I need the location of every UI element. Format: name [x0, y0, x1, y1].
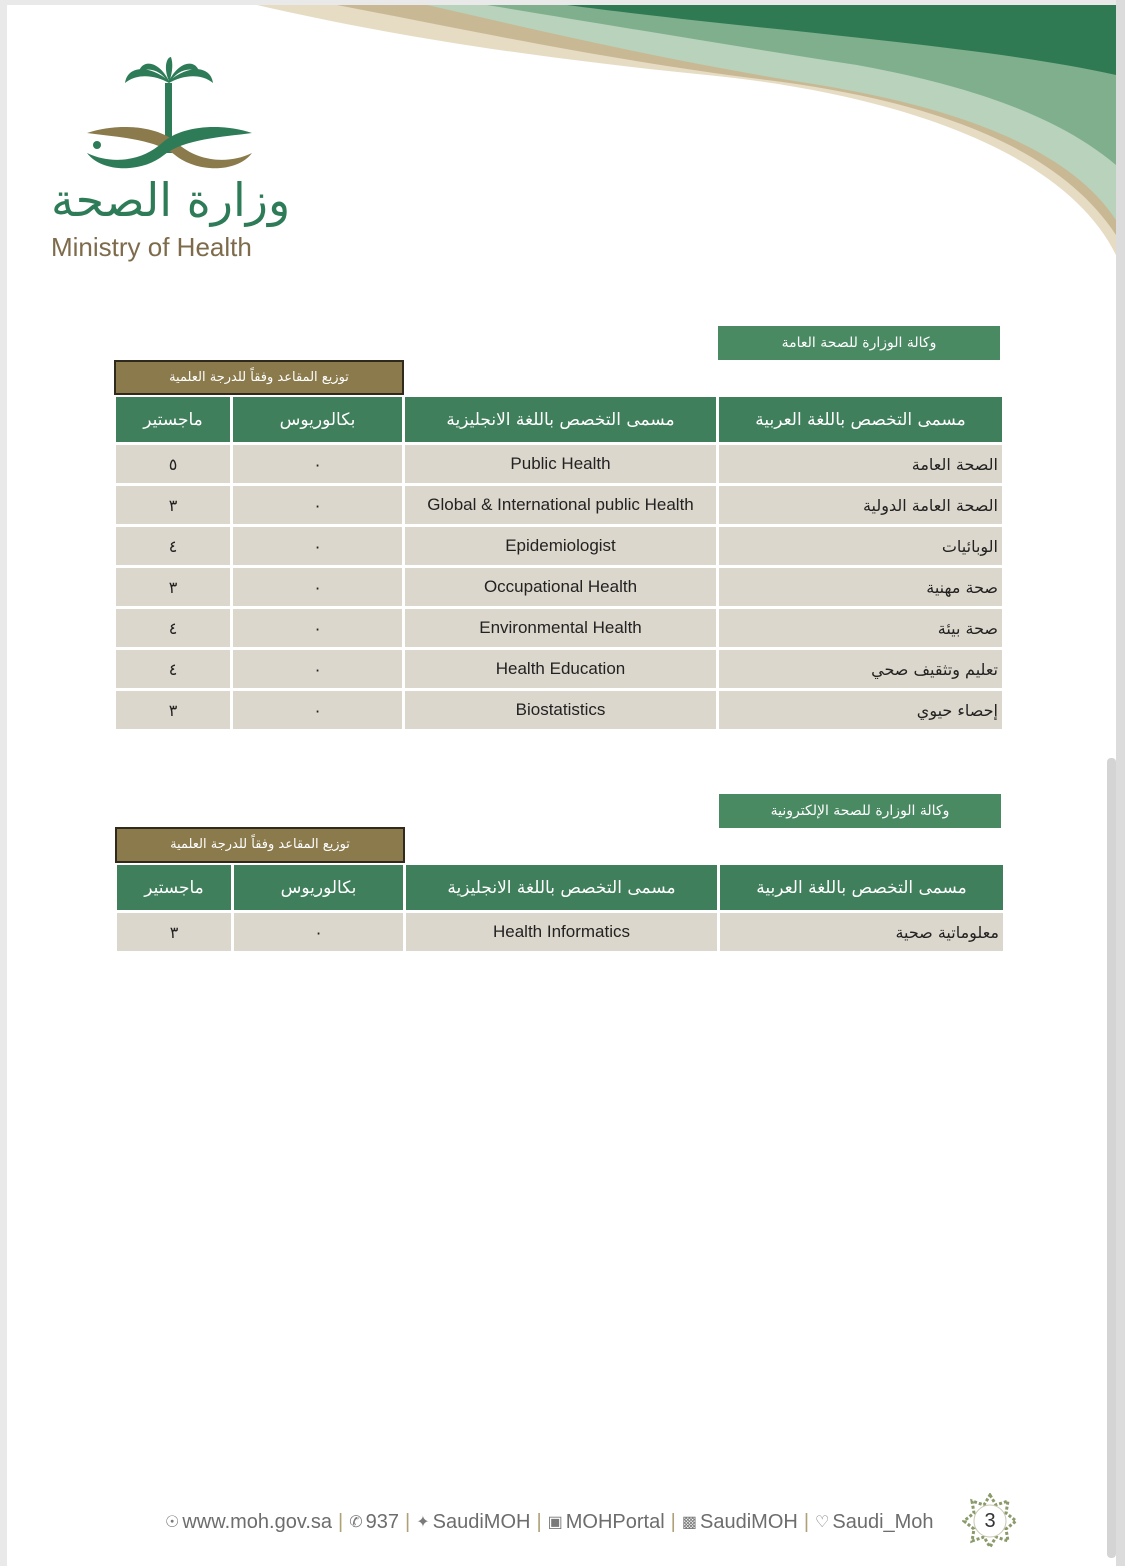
header-bachelor: بكالوريوس: [233, 397, 402, 442]
section2-distribution-label: توزيع المقاعد وفقاً للدرجة العلمية: [115, 827, 405, 863]
cell-master: ٣: [116, 568, 230, 606]
cell-english-name: Occupational Health: [405, 568, 716, 606]
table-row: [116, 527, 1002, 565]
section1-distribution-label: توزيع المقاعد وفقاً للدرجة العلمية: [114, 360, 404, 395]
section1-label: وكالة الوزارة للصحة العامة: [718, 326, 1000, 360]
cell-arabic-name: الصحة العامة: [719, 445, 1002, 483]
header-master: ماجستير: [116, 397, 230, 442]
section2-label: وكالة الوزارة للصحة الإلكترونية: [719, 794, 1001, 828]
footer-website[interactable]: www.moh.gov.sa: [182, 1510, 333, 1533]
logo-arabic-text: وزارة الصحة: [51, 173, 291, 227]
cell-bachelor: ٠: [233, 486, 402, 524]
footer-separator: |: [670, 1510, 676, 1533]
header-english-name: مسمى التخصص باللغة الانجليزية: [406, 865, 717, 910]
cell-bachelor: ٠: [233, 609, 402, 647]
twitter-icon: ✦: [416, 1514, 430, 1531]
table-row: [116, 650, 1002, 688]
document-page: [7, 5, 1116, 1566]
header-arabic-name: مسمى التخصص باللغة العربية: [720, 865, 1003, 910]
header-arabic-name: مسمى التخصص باللغة العربية: [719, 397, 1002, 442]
cell-bachelor: ٠: [234, 913, 403, 951]
cell-arabic-name: صحة مهنية: [719, 568, 1002, 606]
cell-bachelor: ٠: [233, 691, 402, 729]
footer-facebook[interactable]: SaudiMOH: [700, 1510, 798, 1533]
header-master: ماجستير: [117, 865, 231, 910]
cell-english-name: Epidemiologist: [405, 527, 716, 565]
cell-english-name: Health Education: [405, 650, 716, 688]
table-row: [116, 568, 1002, 606]
cell-master: ٣: [116, 486, 230, 524]
table-row: [116, 609, 1002, 647]
header-english-name: مسمى التخصص باللغة الانجليزية: [405, 397, 716, 442]
cell-english-name: Public Health: [405, 445, 716, 483]
cell-english-name: Biostatistics: [405, 691, 716, 729]
cell-bachelor: ٠: [233, 568, 402, 606]
cell-arabic-name: معلوماتية صحية: [720, 913, 1003, 951]
footer-separator: |: [803, 1510, 810, 1533]
cell-arabic-name: تعليم وتثقيف صحي: [719, 650, 1002, 688]
scrollbar[interactable]: [1107, 758, 1116, 1558]
table-header-row: [116, 397, 1002, 442]
footer-separator: |: [536, 1510, 542, 1533]
facebook-icon: ▩: [681, 1514, 697, 1531]
cell-arabic-name: الصحة العامة الدولية: [719, 486, 1002, 524]
table-row: [116, 445, 1002, 483]
cell-english-name: Environmental Health: [405, 609, 716, 647]
cell-bachelor: ٠: [233, 650, 402, 688]
footer-separator: |: [338, 1510, 344, 1533]
cell-master: ٣: [117, 913, 231, 951]
footer-contacts: [165, 1505, 965, 1539]
table-header-row: [117, 865, 1003, 910]
cell-master: ٤: [116, 609, 230, 647]
footer-snapchat[interactable]: Saudi_Moh: [832, 1510, 934, 1533]
page-edge: [1116, 0, 1125, 1566]
cell-bachelor: ٠: [233, 527, 402, 565]
logo-english-text: Ministry of Health: [51, 232, 252, 262]
table-row: [116, 691, 1002, 729]
cell-english-name: Global & International public Health: [405, 486, 716, 524]
cell-arabic-name: إحصاء حيوي: [719, 691, 1002, 729]
footer-separator: |: [405, 1510, 411, 1533]
cell-arabic-name: الوبائيات: [719, 527, 1002, 565]
footer-youtube[interactable]: MOHPortal: [565, 1510, 665, 1533]
section2-table: [114, 862, 1006, 954]
globe-icon: ☉: [165, 1514, 180, 1531]
table-row: [116, 486, 1002, 524]
cell-master: ٤: [116, 650, 230, 688]
cell-arabic-name: صحة بيئة: [719, 609, 1002, 647]
header-bachelor: بكالوريوس: [234, 865, 403, 910]
cell-bachelor: ٠: [233, 445, 402, 483]
phone-icon: ✆: [349, 1514, 363, 1531]
table-row: [117, 913, 1003, 951]
cell-master: ٥: [116, 445, 230, 483]
cell-master: ٣: [116, 691, 230, 729]
cell-english-name: Health Informatics: [406, 913, 717, 951]
snapchat-icon: ♡: [815, 1514, 830, 1531]
youtube-icon: ▣: [547, 1514, 563, 1531]
footer-twitter[interactable]: SaudiMOH: [432, 1510, 531, 1533]
cell-master: ٤: [116, 527, 230, 565]
page-number: 3: [984, 1510, 996, 1532]
footer-phone[interactable]: 937: [365, 1510, 400, 1533]
section1-table: [113, 394, 1005, 732]
